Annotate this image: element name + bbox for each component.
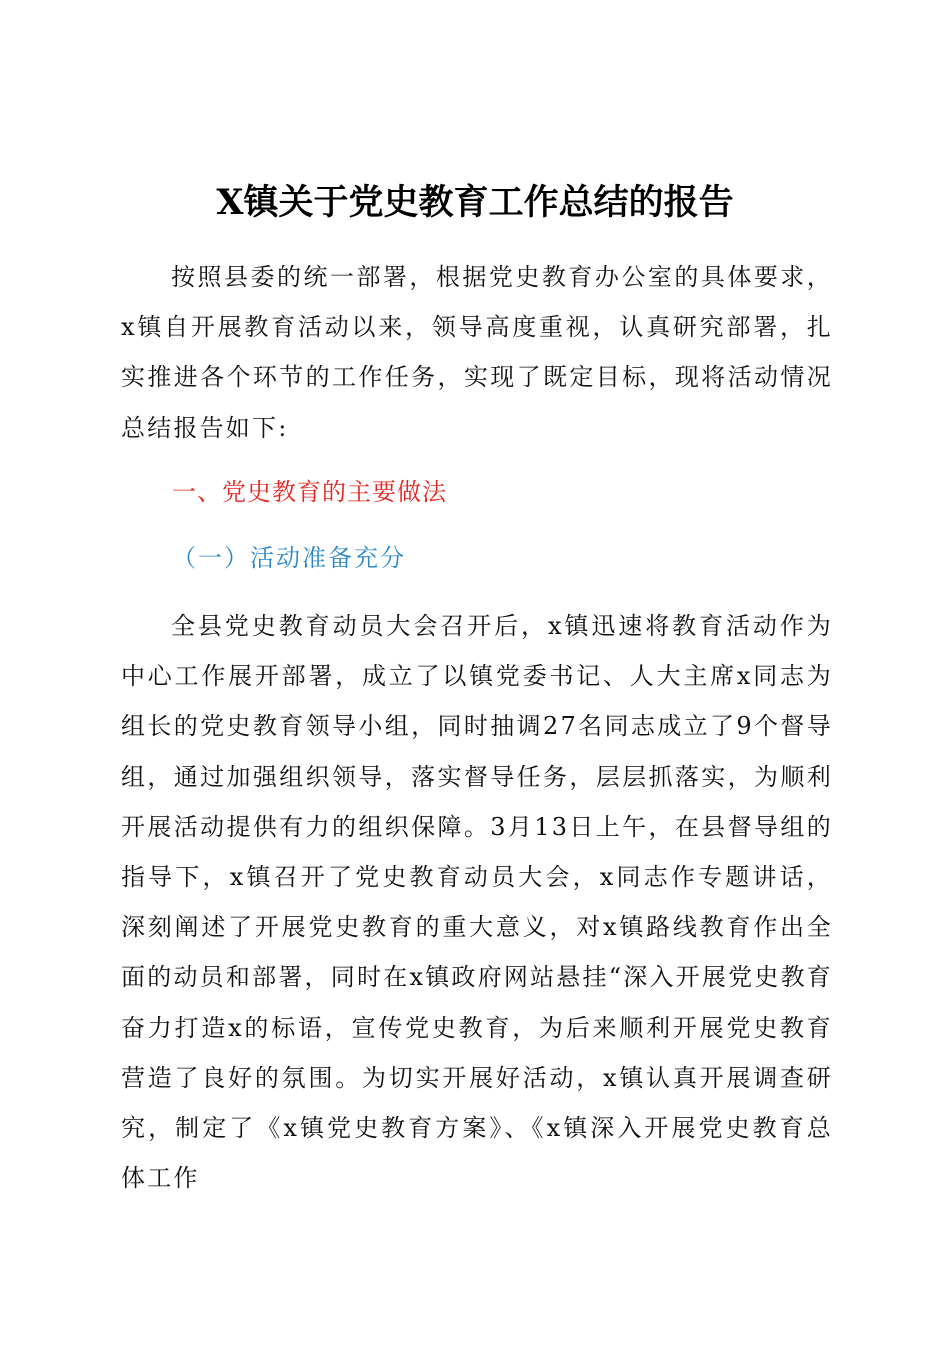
body-paragraph: 全县党史教育动员大会召开后，x镇迅速将教育活动作为中心工作展开部署，成立了以镇党委书记、人大主席x同志为组长的党史教育领导小组，同时抽调27名同志成立了9个督导组，通过加强组织领导，落实督导任务，层层抓落实，为顺利开展活动提供有力的组织保障。3月13日上午，在县督导组的指导下，x镇召开了党史教育动员大会，x同志作专题讲话，深刻阐述了开展党史教育的重大意义，对x镇路线教育作出全面的动员和部署，同时在x镇政府网站悬挂“深入开展党史教育奋力打造x的标语，宣传党史教育，为后来顺利开展党史教育营造了良好的氛围。为切实开展好活动，x镇认真开展调查研究，制定了《x镇党史教育方案》、《x镇深入开展党史教育总体工作 (121, 612, 833, 1193)
section-heading: 一、党史教育的主要做法 (172, 478, 447, 506)
document-title: X镇关于党史教育工作总结的报告 (216, 182, 734, 223)
subsection-heading: （一）活动准备充分 (172, 544, 406, 572)
intro-paragraph: 按照县委的统一部署，根据党史教育办公室的具体要求，x镇自开展教育活动以来，领导高度重视，认真研究部署，扎实推进各个环节的工作任务，实现了既定目标，现将活动情况总结报告如下: (121, 263, 833, 442)
